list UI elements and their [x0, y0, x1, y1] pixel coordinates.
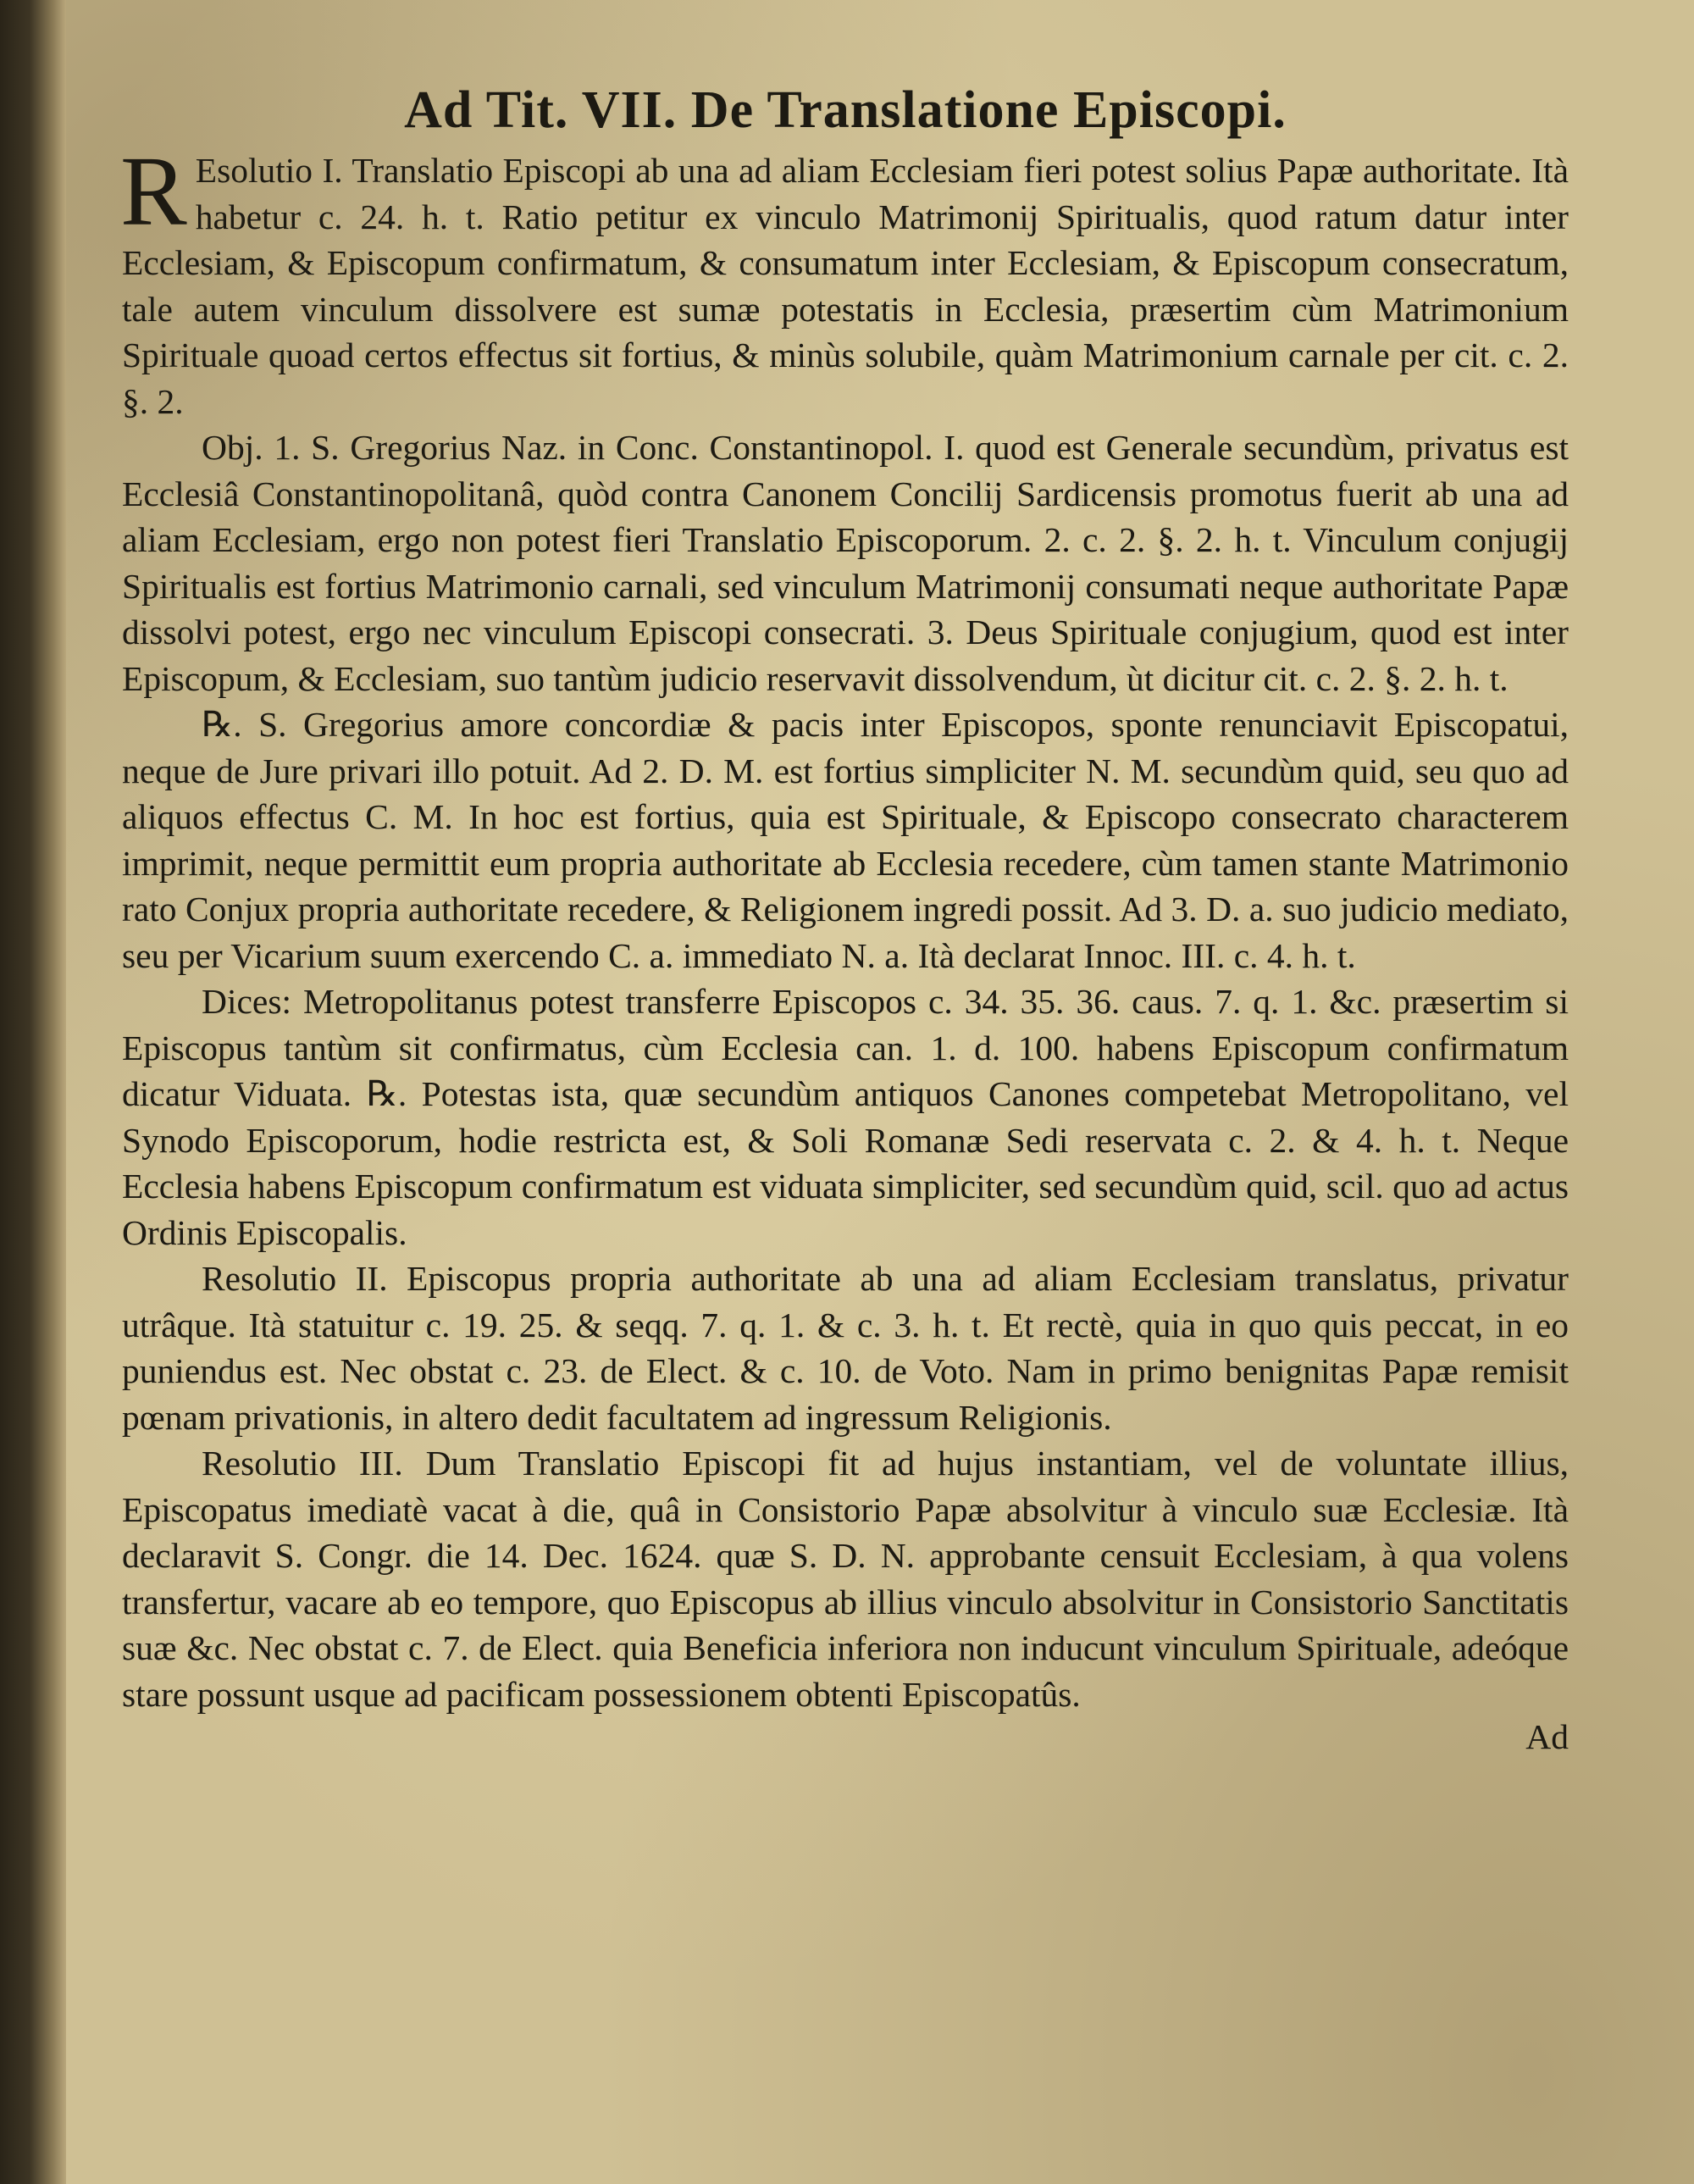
paragraph-resolutio-3: Resolutio III. Dum Translatio Episcopi fit ad hujus instantiam, vel de voluntate illius, Episcopatus imediatè vacat à die, quâ in Consistorio Papæ absolvitur à vinculo suæ Ecclesiæ. Ità declaravit S. Congr. die 14. Dec. 1624. quæ S. D. N. approbante censuit Ecclesiam, à qua volens transfertur, vacare ab eo tempore, quo Episcopus ab illius vinculo absolvitur in Consistorio Sanctitatis suæ &c. Nec obstat c. 7. de Elect. quia Beneficia inferiora non inducunt vinculum Spirituale, adeóque stare possunt usque ad pacificam possessionem obtenti Episcopatûs. — [122, 1444, 1569, 1714]
paragraph-objectiones: Obj. 1. S. Gregorius Naz. in Conc. Constantinopol. I. quod est Generale secundùm, privatus est Ecclesiâ Constantinopolitanâ, quòd contra Canonem Concilij Sardicensis promotus fuerit ab una ad aliam Ecclesiam, ergo non potest fieri Translatio Episcoporum. 2. c. 2. §. 2. h. t. Vinculum conjugij Spiritualis est fortius Matrimonio carnali, sed vinculum Matrimonij consumati neque authoritate Papæ dissolvi potest, ergo nec vinculum Episcopi consecrati. 3. Deus Spirituale conjugium, quod est inter Episcopum, & Ecclesiam, suo tantùm judicio reservavit dissolvendum, ùt dicitur cit. c. 2. §. 2. h. t. — [122, 428, 1569, 698]
text-block — [122, 78, 1569, 1760]
catchword: Ad — [1525, 1717, 1569, 1756]
page-title: Ad Tit. VII. De Translatione Episcopi. — [404, 81, 1287, 139]
paragraph-resolutio-2: Resolutio II. Episcopus propria authoritate ab una ad aliam Ecclesiam translatus, privatur utrâque. Ità statuitur c. 19. 25. & seqq. 7. q. 1. & c. 3. h. t. Et rectè, quia in quo quis peccat, in eo puniendus est. Nec obstat c. 23. de Elect. & c. 10. de Voto. Nam in primo benignitas Papæ remisit pœnam privationis, in altero dedit facultatem ad ingressum Religionis. — [122, 1259, 1569, 1437]
book-page — [66, 0, 1694, 2184]
book-spine-edge — [0, 0, 66, 2184]
drop-cap: R — [120, 136, 187, 247]
paragraph-responsio: ℞. S. Gregorius amore concordiæ & pacis inter Episcopos, sponte renunciavit Episcopatui, neque de Jure privari illo potuit. Ad 2. D. M. est fortius simpliciter N. M. secundùm quid, seu quo ad aliquos effectus C. M. In hoc est fortius, quia est Spirituale, & Episcopo consecrato characterem imprimit, neque permittit eum propria authoritate ab Ecclesia recedere, cùm tamen stante Matrimonio rato Conjux propria authoritate recedere, & Religionem ingredi possit. Ad 3. D. a. suo judicio mediato, seu per Vicarium suum exercendo C. a. immediato N. a. Ità declarat Innoc. III. c. 4. h. t. — [122, 705, 1569, 975]
paragraph-dices: Dices: Metropolitanus potest transferre Episcopos c. 34. 35. 36. caus. 7. q. 1. &c. præsertim si Episcopus tantùm sit confirmatus, cùm Ecclesia can. 1. d. 100. habens Episcopum confirmatum dicatur Viduata. ℞. Potestas ista, quæ secundùm antiquos Canones competebat Metropolitano, vel Synodo Episcoporum, hodie restricta est, & Soli Romanæ Sedi reservata c. 2. & 4. h. t. Neque Ecclesia habens Episcopum confirmatum est viduata simpliciter, sed secundùm quid, scil. quo ad actus Ordinis Episcopalis. — [122, 982, 1569, 1252]
paragraph-resolutio-1 — [120, 136, 1569, 424]
paragraph-text: Esolutio I. Translatio Episcopi ab una ad aliam Ecclesiam fieri potest solius Papæ authoritate. Ità habetur c. 24. h. t. Ratio petitur ex vinculo Matrimonij Spiritualis, quod ratum datur inter Ecclesiam, & Episcopum confirmatum, & consumatum inter Ecclesiam, & Episcopum consecratum, tale autem vinculum dissolvere est sumæ potestatis in Ecclesia, præsertim cùm Matrimonium Spirituale quoad certos effectus sit fortius, & minùs solubile, quàm Matrimonium carnale per cit. c. 2. §. 2. — [122, 151, 1569, 421]
